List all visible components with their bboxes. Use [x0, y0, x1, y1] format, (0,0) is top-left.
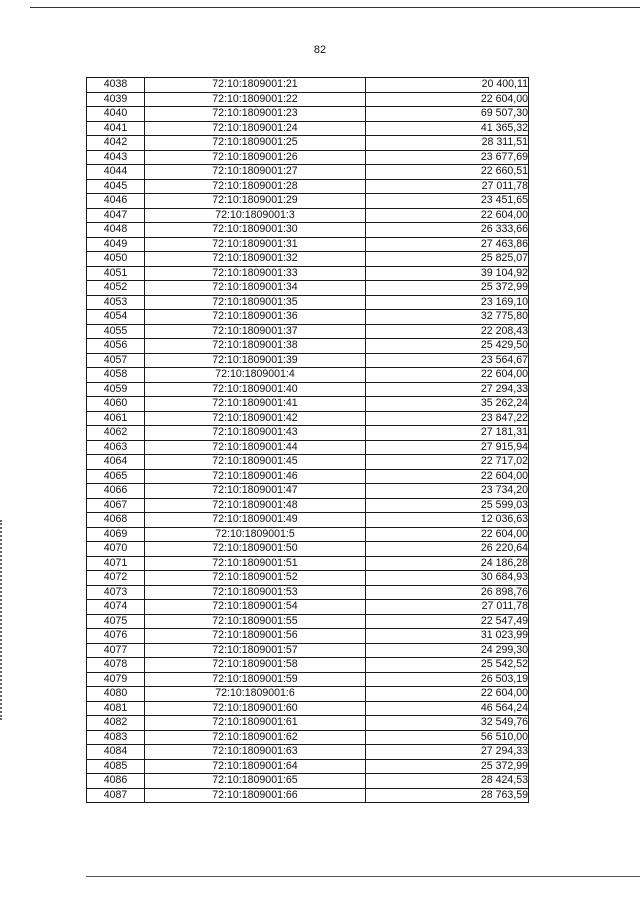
table-row — [87, 339, 529, 354]
amount-cell: 22 604,00 — [366, 208, 529, 223]
cadastral-number-cell: 72:10:1809001:35 — [145, 295, 366, 310]
row-number-cell: 4085 — [87, 759, 145, 774]
page-number: 82 — [313, 44, 327, 56]
cadastral-number-cell: 72:10:1809001:55 — [145, 614, 366, 629]
amount-cell: 22 547,49 — [366, 614, 529, 629]
amount-cell: 25 372,99 — [366, 759, 529, 774]
amount-cell: 28 424,53 — [366, 774, 529, 789]
cadastral-number-cell: 72:10:1809001:53 — [145, 585, 366, 600]
amount-cell: 22 604,00 — [366, 687, 529, 702]
scan-margin-marks — [0, 520, 5, 720]
table-row — [87, 281, 529, 296]
top-page-edge-line — [30, 7, 640, 8]
row-number-cell: 4070 — [87, 542, 145, 557]
cadastral-number-cell: 72:10:1809001:25 — [145, 136, 366, 151]
cadastral-number-cell: 72:10:1809001:52 — [145, 571, 366, 586]
amount-cell: 24 186,28 — [366, 556, 529, 571]
amount-cell: 25 372,99 — [366, 281, 529, 296]
row-number-cell: 4044 — [87, 165, 145, 180]
cadastral-number-cell: 72:10:1809001:58 — [145, 658, 366, 673]
cadastral-number-cell: 72:10:1809001:64 — [145, 759, 366, 774]
table-row — [87, 411, 529, 426]
table-row — [87, 658, 529, 673]
table-row — [87, 78, 529, 93]
row-number-cell: 4074 — [87, 600, 145, 615]
cadastral-number-cell: 72:10:1809001:43 — [145, 426, 366, 441]
table-row — [87, 136, 529, 151]
cadastral-number-cell: 72:10:1809001:44 — [145, 440, 366, 455]
table-row — [87, 556, 529, 571]
row-number-cell: 4046 — [87, 194, 145, 209]
amount-cell: 26 898,76 — [366, 585, 529, 600]
table-row — [87, 121, 529, 136]
row-number-cell: 4069 — [87, 527, 145, 542]
table-row — [87, 266, 529, 281]
table-row — [87, 513, 529, 528]
table-row — [87, 237, 529, 252]
cadastral-number-cell: 72:10:1809001:45 — [145, 455, 366, 470]
amount-cell: 27 011,78 — [366, 600, 529, 615]
cadastral-number-cell: 72:10:1809001:28 — [145, 179, 366, 194]
amount-cell: 25 825,07 — [366, 252, 529, 267]
cadastral-number-cell: 72:10:1809001:26 — [145, 150, 366, 165]
table-row — [87, 716, 529, 731]
row-number-cell: 4061 — [87, 411, 145, 426]
amount-cell: 23 677,69 — [366, 150, 529, 165]
row-number-cell: 4048 — [87, 223, 145, 238]
cadastral-number-cell: 72:10:1809001:22 — [145, 92, 366, 107]
table-row — [87, 745, 529, 760]
table-row — [87, 165, 529, 180]
amount-cell: 25 542,52 — [366, 658, 529, 673]
amount-cell: 69 507,30 — [366, 107, 529, 122]
row-number-cell: 4052 — [87, 281, 145, 296]
amount-cell: 22 604,00 — [366, 92, 529, 107]
table-row — [87, 498, 529, 513]
cadastral-number-cell: 72:10:1809001:50 — [145, 542, 366, 557]
amount-cell: 35 262,24 — [366, 397, 529, 412]
amount-cell: 22 604,00 — [366, 469, 529, 484]
row-number-cell: 4077 — [87, 643, 145, 658]
cadastral-number-cell: 72:10:1809001:32 — [145, 252, 366, 267]
cadastral-number-cell: 72:10:1809001:57 — [145, 643, 366, 658]
table-row — [87, 179, 529, 194]
cadastral-number-cell: 72:10:1809001:34 — [145, 281, 366, 296]
amount-cell: 27 294,33 — [366, 745, 529, 760]
table-row — [87, 382, 529, 397]
cadastral-number-cell: 72:10:1809001:31 — [145, 237, 366, 252]
row-number-cell: 4078 — [87, 658, 145, 673]
cadastral-number-cell: 72:10:1809001:23 — [145, 107, 366, 122]
cadastral-number-cell: 72:10:1809001:40 — [145, 382, 366, 397]
table-row — [87, 295, 529, 310]
amount-cell: 28 763,59 — [366, 788, 529, 803]
cadastral-number-cell: 72:10:1809001:48 — [145, 498, 366, 513]
cadastral-number-cell: 72:10:1809001:54 — [145, 600, 366, 615]
amount-cell: 25 429,50 — [366, 339, 529, 354]
cadastral-number-cell: 72:10:1809001:21 — [145, 78, 366, 93]
amount-cell: 27 294,33 — [366, 382, 529, 397]
cadastral-number-cell: 72:10:1809001:38 — [145, 339, 366, 354]
amount-cell: 23 564,67 — [366, 353, 529, 368]
table-row — [87, 194, 529, 209]
amount-cell: 23 169,10 — [366, 295, 529, 310]
cadastral-number-cell: 72:10:1809001:41 — [145, 397, 366, 412]
cadastral-number-cell: 72:10:1809001:61 — [145, 716, 366, 731]
row-number-cell: 4063 — [87, 440, 145, 455]
amount-cell: 27 011,78 — [366, 179, 529, 194]
row-number-cell: 4049 — [87, 237, 145, 252]
row-number-cell: 4058 — [87, 368, 145, 383]
table-row — [87, 527, 529, 542]
amount-cell: 28 311,51 — [366, 136, 529, 151]
row-number-cell: 4066 — [87, 484, 145, 499]
cadastral-number-cell: 72:10:1809001:33 — [145, 266, 366, 281]
table-row — [87, 310, 529, 325]
row-number-cell: 4080 — [87, 687, 145, 702]
row-number-cell: 4038 — [87, 78, 145, 93]
row-number-cell: 4042 — [87, 136, 145, 151]
amount-cell: 12 036,63 — [366, 513, 529, 528]
amount-cell: 22 604,00 — [366, 368, 529, 383]
row-number-cell: 4067 — [87, 498, 145, 513]
table-row — [87, 150, 529, 165]
table-row — [87, 252, 529, 267]
cadastral-number-cell: 72:10:1809001:65 — [145, 774, 366, 789]
row-number-cell: 4060 — [87, 397, 145, 412]
amount-cell: 25 599,03 — [366, 498, 529, 513]
row-number-cell: 4053 — [87, 295, 145, 310]
table-row — [87, 585, 529, 600]
row-number-cell: 4082 — [87, 716, 145, 731]
cadastral-number-cell: 72:10:1809001:47 — [145, 484, 366, 499]
amount-cell: 56 510,00 — [366, 730, 529, 745]
cadastral-number-cell: 72:10:1809001:49 — [145, 513, 366, 528]
row-number-cell: 4055 — [87, 324, 145, 339]
cadastral-number-cell: 72:10:1809001:3 — [145, 208, 366, 223]
cadastral-number-cell: 72:10:1809001:39 — [145, 353, 366, 368]
row-number-cell: 4040 — [87, 107, 145, 122]
amount-cell: 22 208,43 — [366, 324, 529, 339]
row-number-cell: 4039 — [87, 92, 145, 107]
amount-cell: 32 775,80 — [366, 310, 529, 325]
table-row — [87, 687, 529, 702]
row-number-cell: 4057 — [87, 353, 145, 368]
cadastral-number-cell: 72:10:1809001:46 — [145, 469, 366, 484]
row-number-cell: 4050 — [87, 252, 145, 267]
cadastral-number-cell: 72:10:1809001:62 — [145, 730, 366, 745]
table-row — [87, 92, 529, 107]
row-number-cell: 4086 — [87, 774, 145, 789]
row-number-cell: 4076 — [87, 629, 145, 644]
cadastral-number-cell: 72:10:1809001:6 — [145, 687, 366, 702]
cadastral-number-cell: 72:10:1809001:4 — [145, 368, 366, 383]
amount-cell: 22 604,00 — [366, 527, 529, 542]
table-row — [87, 455, 529, 470]
cadastral-number-cell: 72:10:1809001:29 — [145, 194, 366, 209]
cadastral-number-cell: 72:10:1809001:63 — [145, 745, 366, 760]
amount-cell: 27 915,94 — [366, 440, 529, 455]
row-number-cell: 4083 — [87, 730, 145, 745]
amount-cell: 26 333,66 — [366, 223, 529, 238]
table-row — [87, 774, 529, 789]
table-row — [87, 469, 529, 484]
amount-cell: 22 717,02 — [366, 455, 529, 470]
table-row — [87, 788, 529, 803]
cadastral-number-cell: 72:10:1809001:51 — [145, 556, 366, 571]
table-row — [87, 107, 529, 122]
cadastral-number-cell: 72:10:1809001:37 — [145, 324, 366, 339]
amount-cell: 20 400,11 — [366, 78, 529, 93]
table-row — [87, 629, 529, 644]
row-number-cell: 4056 — [87, 339, 145, 354]
cadastral-number-cell: 72:10:1809001:24 — [145, 121, 366, 136]
amount-cell: 27 463,86 — [366, 237, 529, 252]
cadastral-number-cell: 72:10:1809001:42 — [145, 411, 366, 426]
cadastral-number-cell: 72:10:1809001:56 — [145, 629, 366, 644]
amount-cell: 27 181,31 — [366, 426, 529, 441]
row-number-cell: 4059 — [87, 382, 145, 397]
table-row — [87, 672, 529, 687]
amount-cell: 23 734,20 — [366, 484, 529, 499]
amount-cell: 22 660,51 — [366, 165, 529, 180]
amount-cell: 26 503,19 — [366, 672, 529, 687]
row-number-cell: 4054 — [87, 310, 145, 325]
row-number-cell: 4084 — [87, 745, 145, 760]
row-number-cell: 4087 — [87, 788, 145, 803]
row-number-cell: 4043 — [87, 150, 145, 165]
table-row — [87, 759, 529, 774]
table-row — [87, 600, 529, 615]
bottom-page-edge-line — [86, 876, 640, 877]
cadastral-number-cell: 72:10:1809001:66 — [145, 788, 366, 803]
amount-cell: 30 684,93 — [366, 571, 529, 586]
cadastral-number-cell: 72:10:1809001:5 — [145, 527, 366, 542]
row-number-cell: 4075 — [87, 614, 145, 629]
table-row — [87, 571, 529, 586]
row-number-cell: 4051 — [87, 266, 145, 281]
amount-cell: 24 299,30 — [366, 643, 529, 658]
table-row — [87, 223, 529, 238]
cadastral-table — [86, 77, 529, 803]
cadastral-number-cell: 72:10:1809001:30 — [145, 223, 366, 238]
cadastral-number-cell: 72:10:1809001:36 — [145, 310, 366, 325]
cadastral-number-cell: 72:10:1809001:59 — [145, 672, 366, 687]
amount-cell: 32 549,76 — [366, 716, 529, 731]
table-row — [87, 542, 529, 557]
row-number-cell: 4041 — [87, 121, 145, 136]
amount-cell: 31 023,99 — [366, 629, 529, 644]
row-number-cell: 4047 — [87, 208, 145, 223]
row-number-cell: 4062 — [87, 426, 145, 441]
row-number-cell: 4068 — [87, 513, 145, 528]
table-body — [87, 78, 529, 803]
amount-cell: 26 220,64 — [366, 542, 529, 557]
table-row — [87, 701, 529, 716]
table-row — [87, 368, 529, 383]
table-row — [87, 426, 529, 441]
row-number-cell: 4071 — [87, 556, 145, 571]
table-row — [87, 397, 529, 412]
row-number-cell: 4079 — [87, 672, 145, 687]
amount-cell: 46 564,24 — [366, 701, 529, 716]
row-number-cell: 4081 — [87, 701, 145, 716]
amount-cell: 41 365,32 — [366, 121, 529, 136]
amount-cell: 23 847,22 — [366, 411, 529, 426]
table-row — [87, 353, 529, 368]
cadastral-number-cell: 72:10:1809001:27 — [145, 165, 366, 180]
table-row — [87, 208, 529, 223]
amount-cell: 39 104,92 — [366, 266, 529, 281]
row-number-cell: 4064 — [87, 455, 145, 470]
table-row — [87, 440, 529, 455]
cadastral-number-cell: 72:10:1809001:60 — [145, 701, 366, 716]
table-row — [87, 614, 529, 629]
row-number-cell: 4045 — [87, 179, 145, 194]
row-number-cell: 4065 — [87, 469, 145, 484]
table-row — [87, 484, 529, 499]
row-number-cell: 4072 — [87, 571, 145, 586]
table-row — [87, 730, 529, 745]
table-row — [87, 643, 529, 658]
table-row — [87, 324, 529, 339]
amount-cell: 23 451,65 — [366, 194, 529, 209]
row-number-cell: 4073 — [87, 585, 145, 600]
